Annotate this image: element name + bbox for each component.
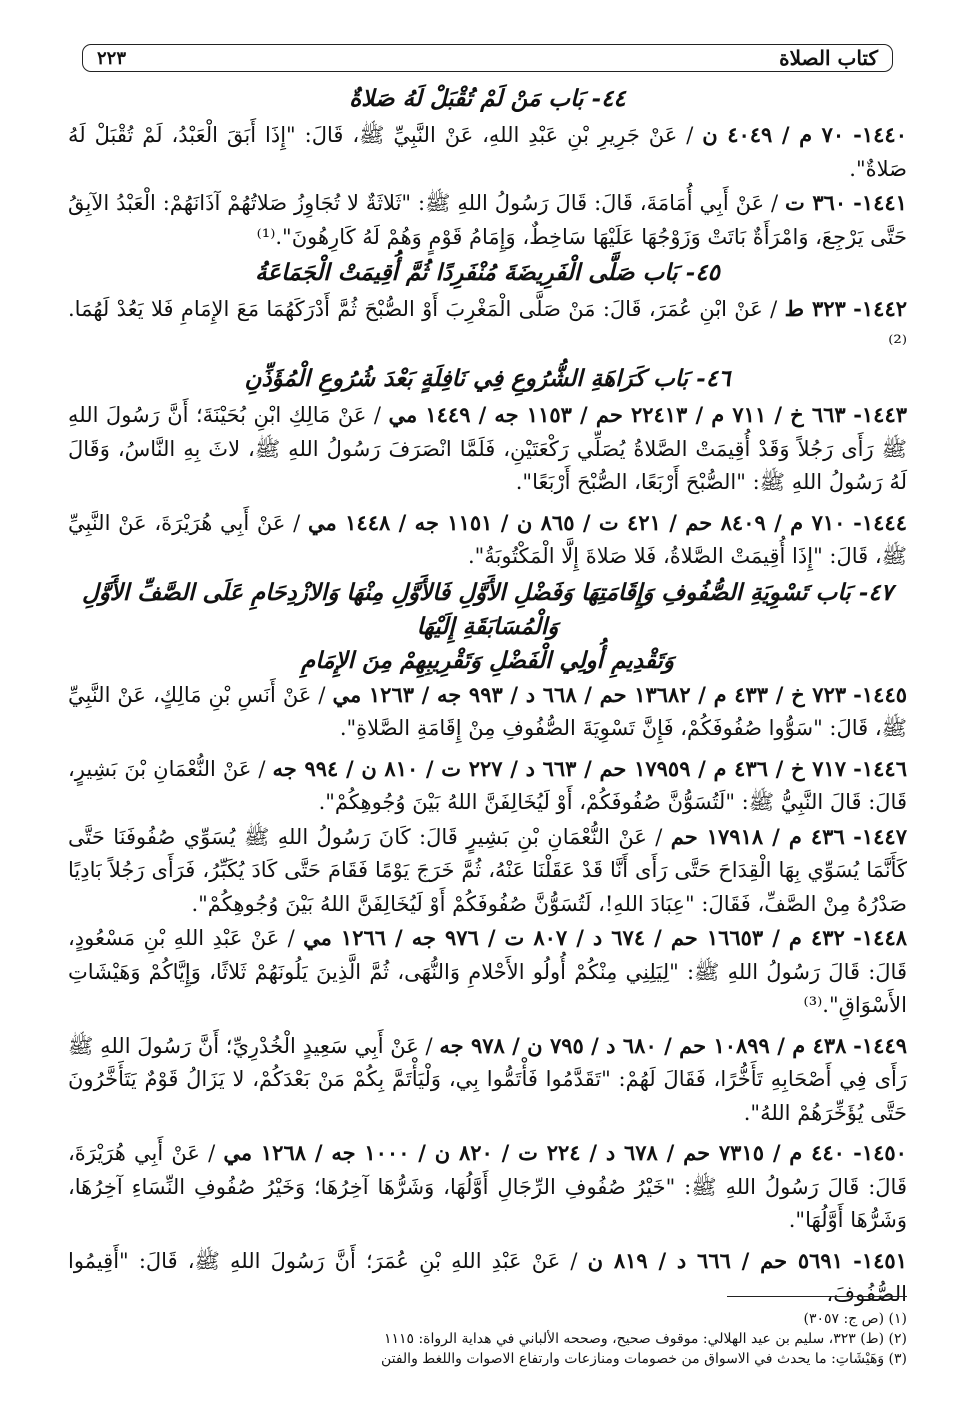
hadith-entry [68, 921, 907, 1023]
chapter-heading: ٤٦- بَاب كَرَاهَةِ الشُّرُوعِ فِي نَافِلَةٍ بَعْدَ شُرُوعِ الْمُؤَذِّنِ [244, 365, 731, 392]
hadith-entry [68, 752, 907, 820]
page-number: ٢٢٣ [97, 47, 127, 69]
chapter-heading: ٤٥- بَاب صَلَّى الْفَرِيضَةَ مُنْفَرِدًا ثُمَّ أُقِيمَتْ الْجَمَاعَةُ [255, 259, 720, 286]
hadith-entry [68, 820, 907, 922]
hadith-references: ٧١٧ خ / ٤٣٦ م / ١٧٩٥٩ حم / ٦٦٣ د / ٢٢٧ ت / ٨١٠ ن / ٩٩٤ جه [272, 755, 847, 781]
hadith-number: ١٤٤١- [853, 190, 907, 215]
hadith-entry [68, 506, 907, 574]
hadith-references: ٤٣٦ م / ١٧٩١٨ حم [670, 823, 845, 849]
hadith-references: ٣٢٣ ط [784, 296, 846, 321]
hadith-references: ٧٠ م / ٤٠٤٩ ن [702, 122, 845, 147]
hadith-entry [68, 292, 907, 360]
hadith-number: ١٤٤٥- [853, 681, 908, 707]
hadith-number: ١٤٤٧- [853, 823, 907, 849]
hadith-text: / عَنْ عَبْدِ اللهِ بْنِ مَسْعُودٍ، قَالَ: قَالَ رَسُولُ اللهِ ﷺ: "لِيَلِنِي مِنْكُمْ أُولُو الأَحْلامِ وَالنُّهَى، ثُمَّ الَّذِينَ يَلُونَهُمْ ثَلاثًا، وَإِيَّاكُمْ وَهَيْشَاتِ الأَسْوَاقِ".⁽³⁾ [68, 926, 907, 1017]
hadith-number: ١٤٤٤- [853, 509, 907, 535]
hadith-text: / عَنْ أَنَسِ بْنِ مَالِكٍ، عَنْ النَّبِيِّ ﷺ، قَالَ: "سَوُّوا صُفُوفَكُمْ، فَإِنَّ تَسْوِيَةَ الصُّفُوفِ مِنْ إِقَامَةِ الصَّلاةِ". [68, 682, 907, 740]
hadith-references: ٤٤٠ م / ٧٣١٥ حم / ٦٧٨ د / ٢٢٤ ت / ٨٢٠ ن / ١٠٠٠ جه / ١٢٦٨ مي [223, 1140, 845, 1165]
footnotes [68, 1296, 907, 1369]
hadith-text: / عَنْ ابْنِ عُمَرَ، قَالَ: مَنْ صَلَّى الْمَغْرِبَ أَوْ الصُّبْحَ ثُمَّ أَدْرَكَهُمَا مَعَ الإِمَامِ فَلا يَعُدْ لَهُمَا.⁽²⁾ [68, 297, 907, 355]
hadith-number: ١٤٤٢- [853, 296, 908, 321]
hadith-text: / عَنْ جَرِيرِ بْنِ عَبْدِ اللهِ، عَنْ النَّبِيِّ ﷺ، قَالَ: "إِذَا أَبَقَ الْعَبْدُ، لَمْ تُقْبَلْ لَهُ صَلاةٌ". [68, 123, 907, 181]
chapter-heading: ٤٤- بَاب مَنْ لَمْ تُقْبَلْ لَهُ صَلاةٌ [349, 85, 626, 112]
hadith-text: / عَنْ أَبِي هُرَيْرَةَ، قَالَ: قَالَ رَسُولُ اللهِ ﷺ: "خَيْرُ صُفُوفِ الرِّجَالِ أَوَّلُهَا، وَشَرُّهَا آخِرُهَا؛ وَخَيْرُ صُفُوفِ النِّسَاءِ آخِرُهَا، وَشَرُّهَا أَوَّلُهَا". [68, 1141, 907, 1232]
hadith-text: / عَنْ أَبِي سَعِيدٍ الْخُدْرِيِّ؛ أَنَّ رَسُولَ اللهِ ﷺ رَأَى فِي أَصْحَابِهِ تَأَخُّرًا، فَقَالَ لَهُمْ: "تَقَدَّمُوا فَأْتَمُّوا بِي، وَلْيَأْتَمَّ بِكُمْ مَنْ بَعْدَكُمْ، لا يَزَالُ قَوْمٌ يَتَأَخَّرُونَ حَتَّى يُؤَخِّرَهُمْ اللهُ". [68, 1033, 907, 1125]
hadith-text: / عَنْ عَبْدِ اللهِ بْنِ عُمَرَ؛ أَنَّ رَسُولَ اللهِ ﷺ، قَالَ: "أَقِيمُوا الصُّفُوفَ، [68, 1248, 907, 1306]
hadith-number: ١٤٤٠- [853, 122, 907, 147]
footnote: (٢) (ط) ٣٢٣، سليم بن عيد الهلالي: موقوف صحيح، وصححه الألباني في هداية الرواة: ١١١٥ [383, 1331, 907, 1347]
page-header [82, 44, 893, 72]
hadith-text: / عَنْ أَبِي أُمَامَةَ، قَالَ: قَالَ رَسُولُ اللهِ ﷺ: "ثَلاثَةٌ لا تُجَاوِزُ صَلاتُهُمْ آذَانَهُمْ: الْعَبْدُ الآبِقُ حَتَّى يَرْجِعَ، وَامْرَأَةٌ بَاتَتْ وَزَوْجُهَا عَلَيْهَا سَاخِطٌ، وَإِمَامُ قَوْمٍ وَهُمْ لَهُ كَارِهُونَ".⁽¹⁾ [68, 191, 907, 249]
hadith-number: ١٤٤٦- [853, 755, 907, 781]
footnote: (٣) وَهَيْشَاتِ: ما يحدث في الاسواق من خصومات ومنازعات وارتفاع الاصوات واللغط والفتن [380, 1351, 907, 1367]
hadith-entry [68, 678, 907, 746]
footnote-divider [727, 1296, 907, 1297]
main-text [68, 80, 907, 1312]
hadith-references: ٤٣٨ م / ١٠٨٩٩ حم / ٦٨٠ د / ٧٩٥ ن / ٩٧٨ جه [439, 1032, 847, 1058]
hadith-entry [68, 1136, 907, 1238]
footnote: (١) (ص ج: ٣٠٥٧) [803, 1311, 907, 1327]
hadith-entry [68, 398, 907, 500]
hadith-references: ٧١٠ م / ٨٤٠٩ حم / ٤٢١ ت / ٨٦٥ ن / ١١٥١ جه / ١٤٤٨ مي [308, 509, 846, 535]
hadith-number: ١٤٤٣- [853, 402, 908, 427]
hadith-text: / عَنْ مَالِكِ ابْنِ بُحَيْنَةَ؛ أَنَّ رَسُولَ اللهِ ﷺ رَأَى رَجُلاً وَقَدْ أُقِيمَتْ الصَّلاةُ يُصَلِّي رَكْعَتَيْنِ، فَلَمَّا انْصَرَفَ رَسُولُ اللهِ ﷺ، لاثَ بِهِ النَّاسُ، وَقَالَ لَهُ رَسُولُ اللهِ ﷺ: "الصُّبْحَ أَرْبَعًا، الصُّبْحَ أَرْبَعًا". [68, 403, 907, 494]
hadith-entry [68, 1029, 907, 1131]
chapter-heading-line1: ٤٧- بَاب تَسْوِيَةِ الصُّفُوفِ وَإِقَامَتِهَا وَفَضْلِ الأَوَّلِ فَالأَوَّلِ مِنْهَا وَالازْدِحَامِ عَلَى الصَّفِّ الأَوَّلِ وَالْمُسَابَقَةِ إِلَيْهَا [81, 578, 894, 640]
hadith-text: / عَنْ النُّعْمَانِ بْنِ بَشِيرٍ قَالَ: كَانَ رَسُولُ اللهِ ﷺ يُسَوِّي صُفُوفَنَا حَتَّى كَأَنَّمَا يُسَوِّي بِهَا الْقِدَاحَ حَتَّى رَأَى أَنَّا قَدْ عَقَلْنَا عَنْهُ، ثُمَّ خَرَجَ يَوْمًا فَقَامَ حَتَّى كَادَ يُكَبِّرُ، فَرَأَى رَجُلاً بَادِيًا صَدْرُهُ مِنْ الصَّفِّ، فَقَالَ: "عِبَادَ اللهِ!، لَتُسَوُّنَّ صُفُوفَكُمْ أَوْ لَيُخَالِفَنَّ اللهُ بَيْنَ وُجُوهِكُمْ". [68, 824, 907, 916]
hadith-entry [68, 186, 907, 254]
hadith-references: ٥٦٩١ حم / ٦٦٦ د / ٨١٩ ن [587, 1247, 843, 1273]
hadith-references: ٤٣٢ م / ١٦٦٥٣ حم / ٦٧٤ د / ٨٠٧ ت / ٩٧٦ جه / ١٢٦٦ مي [303, 925, 845, 950]
hadith-references: ٦٦٣ خ / ٧١١ م / ٢٢٤١٣ حم / ١١٥٣ جه / ١٤٤٩ مي [388, 402, 846, 427]
hadith-number: ١٤٥١- [853, 1247, 907, 1273]
hadith-number: ١٤٤٩- [853, 1032, 908, 1058]
hadith-references: ٣٦٠ ت [785, 190, 847, 215]
hadith-number: ١٤٤٨- [853, 925, 908, 950]
hadith-text: / عَنْ أَبِي هُرَيْرَةَ، عَنْ النَّبِيِّ ﷺ، قَالَ: "إِذَا أُقِيمَتْ الصَّلاةُ، فَلا صَلاةَ إِلَّا الْمَكْتُوبَةُ". [68, 510, 907, 568]
hadith-references: ٧٢٣ خ / ٤٣٣ م / ١٣٦٨٢ حم / ٦٦٨ د / ٩٩٣ جه / ١٢٦٣ مي [332, 681, 847, 707]
hadith-entry [68, 118, 907, 186]
book-title: كتاب الصلاة [779, 46, 878, 70]
chapter-heading-line2: وَتَقْدِيمِ أُولِي الْفَضْلِ وَتَقْرِيبِهِمْ مِنَ الإِمَامِ [300, 646, 675, 674]
hadith-number: ١٤٥٠- [853, 1140, 907, 1165]
hadith-text: / عَنْ النُّعْمَانِ بْنَ بَشِيرٍ، قَالَ: قَالَ النَّبِيُّ ﷺ: "لَتُسَوُّنَّ صُفُوفَكُمْ، أَوْ لَيُخَالِفَنَّ اللهُ بَيْنَ وُجُوهِكُمْ". [68, 756, 907, 814]
